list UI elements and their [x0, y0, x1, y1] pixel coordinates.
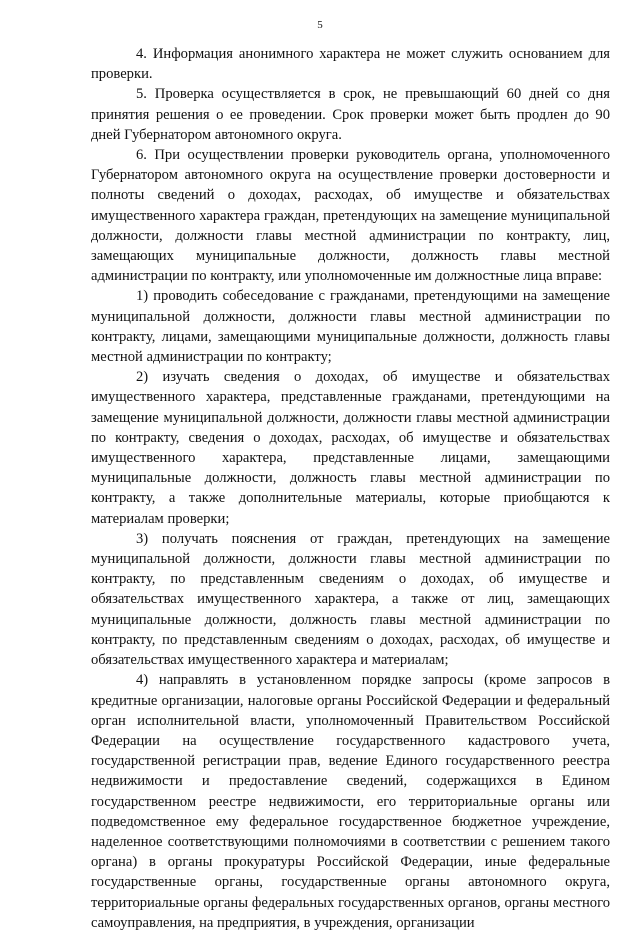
- paragraph-item-4: 4. Информация анонимного характера не может служить основанием для проверки.: [91, 46, 610, 83]
- paragraph-subitem-3: 3) получать пояснения от граждан, претендующих на замещение муниципальной должности, должности главы местной администрации по контракту, по представленным сведениям о доходах, об имуществе и обязательствах имущественного характера, а также от лиц, замещающих муниципальные должности, должность главы местной администрации по контракту, по представленным сведениям о доходах, расходах, об имуществе и обязательствах имущественного характера и материалам;: [91, 530, 610, 669]
- paragraph-subitem-2: 2) изучать сведения о доходах, об имуществе и обязательствах имущественного характера, представленные гражданами, претендующими на замещение муниципальной должности, должности главы местной администрации по контракту, сведения о доходах, расходах, об имуществе и обязательствах имущественного характера, представленные лицами, замещающими муниципальные должности, должность главы местной администрации по контракту, а также дополнительные материалы, которые приобщаются к материалам проверки;: [91, 369, 610, 527]
- page-number: 5: [317, 19, 323, 31]
- paragraph-item-5: 5. Проверка осуществляется в срок, не превышающий 60 дней со дня принятия решения о ее проведении. Срок проверки может быть продлен до 90 дней Губернатором автономного округа.: [91, 86, 610, 143]
- paragraph-subitem-1: 1) проводить собеседование с гражданами, претендующими на замещение муниципальной должности, должности главы местной администрации по контракту, лицами, замещающими муниципальные должности, должность главы местной администрации по контракту;: [91, 288, 610, 366]
- paragraph-item-6: 6. При осуществлении проверки руководитель органа, уполномоченного Губернатором автономного округа на осуществление проверки достоверности и полноты сведений о доходах, расходах, об имуществе и обязательствах имущественного характера граждан, претендующих на замещение муниципальной должности, должности главы местной администрации по контракту, лиц, замещающих муниципальные должности, должность главы местной администрации по контракту, или уполномоченные им должностные лица вправе:: [91, 147, 610, 285]
- paragraph-subitem-4: 4) направлять в установленном порядке запросы (кроме запросов в кредитные организации, налоговые органы Российской Федерации и федеральный орган исполнительной власти, уполномоченный Правительством Российской Федерации на осуществление государственного кадастрового учета, государственной регистрации прав, ведение Единого государственного реестра недвижимости и предоставление сведений, содержащихся в Едином государственном реестре недвижимости, его территориальные органы или подведомственное ему федеральное государственное бюджетное учреждение, наделенное соответствующими полномочиями в соответствии с решением такого органа) в органы прокуратуры Российской Федерации, иные федеральные государственные органы, государственные органы автономного округа, территориальные органы федеральных государственных органов, органы местного самоуправления, на предприятия, в учреждения, организации: [91, 672, 610, 931]
- document-body: [91, 44, 610, 933]
